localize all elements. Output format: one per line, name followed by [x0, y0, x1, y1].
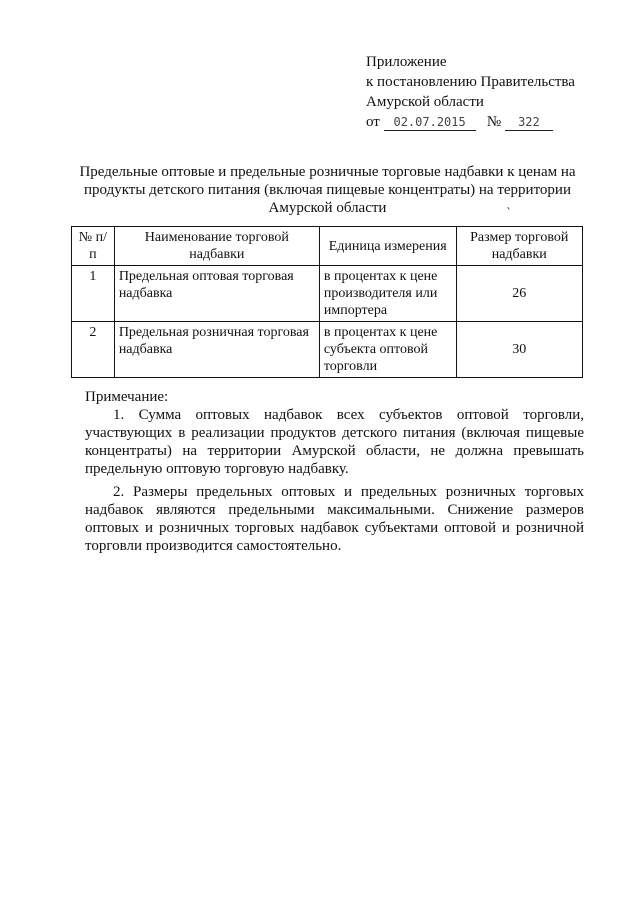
appendix-label: Приложение — [366, 54, 447, 70]
header-name: Наименование торговой надбавки — [114, 227, 319, 266]
row-value: 30 — [456, 322, 582, 378]
row-unit: в процентах к цене субъекта оптовой торговли — [319, 322, 456, 378]
row-name: Предельная оптовая торговая надбавка — [114, 266, 319, 322]
row-number: 2 — [72, 322, 115, 378]
header-unit: Единица измерения — [319, 227, 456, 266]
markup-table — [71, 226, 583, 378]
table-header-row — [72, 227, 583, 266]
note-item: 2. Размеры предельных оптовых и предельных розничных торговых надбавок являются предельными максимальными. Снижение размеров оптовых и розничных торговых надбавок субъектами оптовой и розничной торговли производится самостоятельно. — [85, 484, 584, 554]
appendix-region: Амурской области — [366, 94, 484, 110]
note-item: 1. Сумма оптовых надбавок всех субъектов оптовой торговли, участвующих в реализации продуктов детского питания (включая пищевые концентраты) на территории Амурской области, не должна превышать предельную оптовую торговую надбавку. — [85, 407, 584, 477]
row-name: Предельная розничная торговая надбавка — [114, 322, 319, 378]
stray-mark: ` — [506, 206, 512, 220]
appendix-header — [366, 52, 575, 132]
resolution-number: 322 — [505, 114, 553, 131]
table-row — [72, 266, 583, 322]
table-row — [72, 322, 583, 378]
header-size: Размер торговой надбавки — [456, 227, 582, 266]
appendix-date-line — [366, 112, 575, 132]
notes-heading: Примечание: — [85, 389, 169, 405]
row-number: 1 — [72, 266, 115, 322]
document-title: Предельные оптовые и предельные розничные торговые надбавки к ценам на продукты детского питания (включая пищевые концентраты) на территории Амурской области — [79, 164, 576, 216]
from-label: от — [366, 114, 380, 130]
appendix-resolution: к постановлению Правительства — [366, 74, 575, 90]
row-unit: в процентах к цене производителя или импортера — [319, 266, 456, 322]
row-value: 26 — [456, 266, 582, 322]
header-number: № п/п — [72, 227, 115, 266]
resolution-date: 02.07.2015 — [384, 114, 476, 131]
notes-section — [85, 388, 584, 560]
number-label: № — [486, 114, 502, 130]
